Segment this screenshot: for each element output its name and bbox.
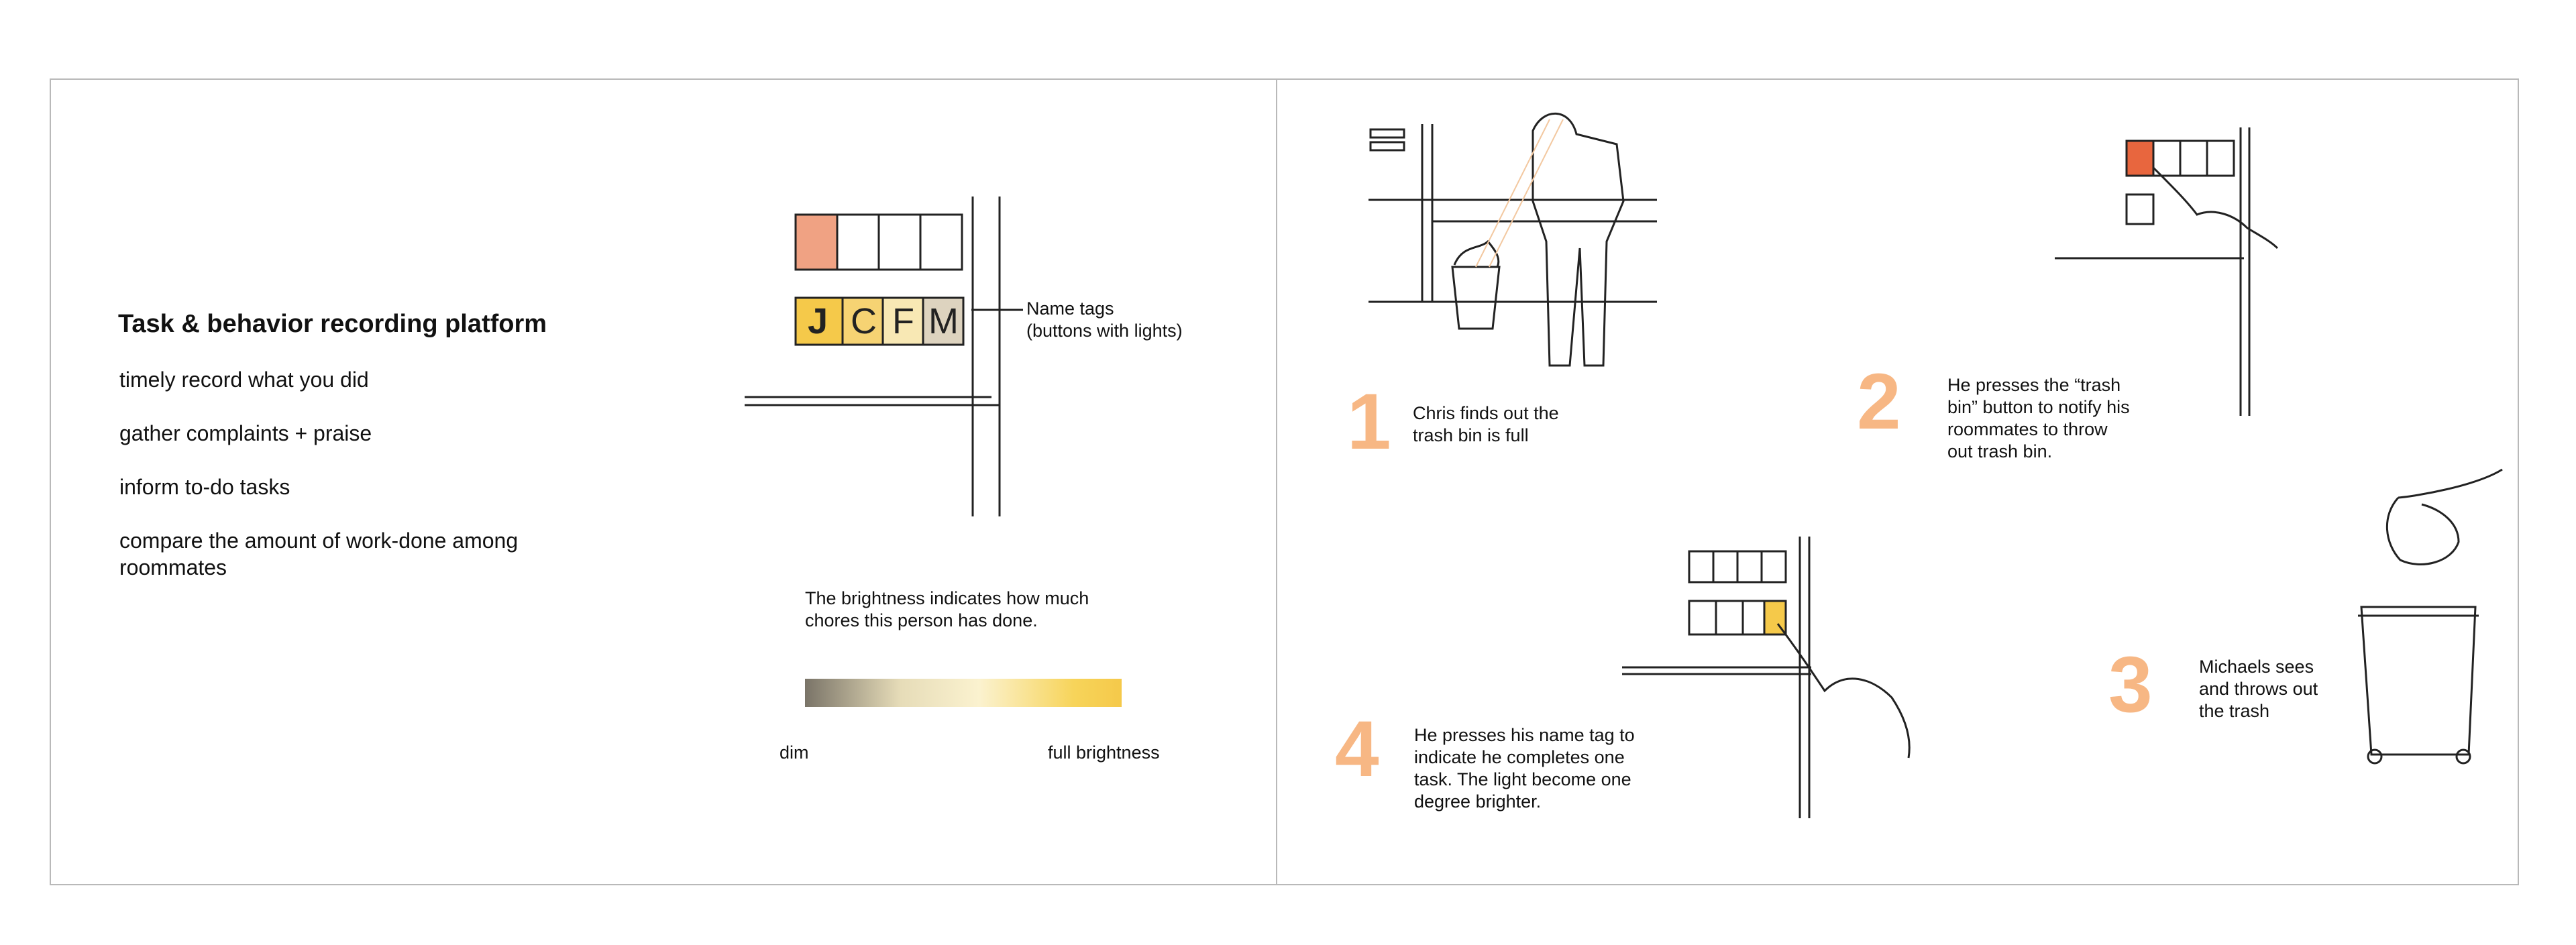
tag-letter-c: C [851, 301, 877, 341]
feature-3: inform to-do tasks [119, 475, 290, 499]
step-4-text: He presses his name tag to indicate he completes one task. The light become one degree brighter. [1414, 725, 1635, 812]
step-3-text: Michaels sees and throws out the trash [2199, 657, 2318, 721]
tag-letter-m: M [928, 301, 959, 341]
feature-1: timely record what you did [119, 368, 369, 392]
step-2-number: 2 [1857, 357, 1901, 446]
step-2-text: He presses the “trash bin” button to notify his roommates to throw out trash bin. [1947, 375, 2130, 461]
feature-2: gather complaints + praise [119, 421, 372, 445]
name-tags-label: Name tags (buttons with lights) [1026, 298, 1183, 341]
platform-title: Task & behavior recording platform [118, 310, 547, 338]
feature-4: compare the amount of work-done among roommates [119, 529, 519, 579]
tag-letter-j: J [808, 301, 828, 341]
step-1-number: 1 [1347, 378, 1391, 466]
step-4-number: 4 [1335, 705, 1379, 793]
scale-min-label: dim [780, 742, 809, 763]
step-3-number: 3 [2108, 641, 2153, 729]
scale-max-label: full brightness [1048, 742, 1160, 763]
step-1-text: Chris finds out the trash bin is full [1413, 403, 1559, 445]
brightness-note: The brightness indicates how much chores this person has done. [805, 588, 1089, 630]
tag-letter-f: F [892, 301, 914, 341]
